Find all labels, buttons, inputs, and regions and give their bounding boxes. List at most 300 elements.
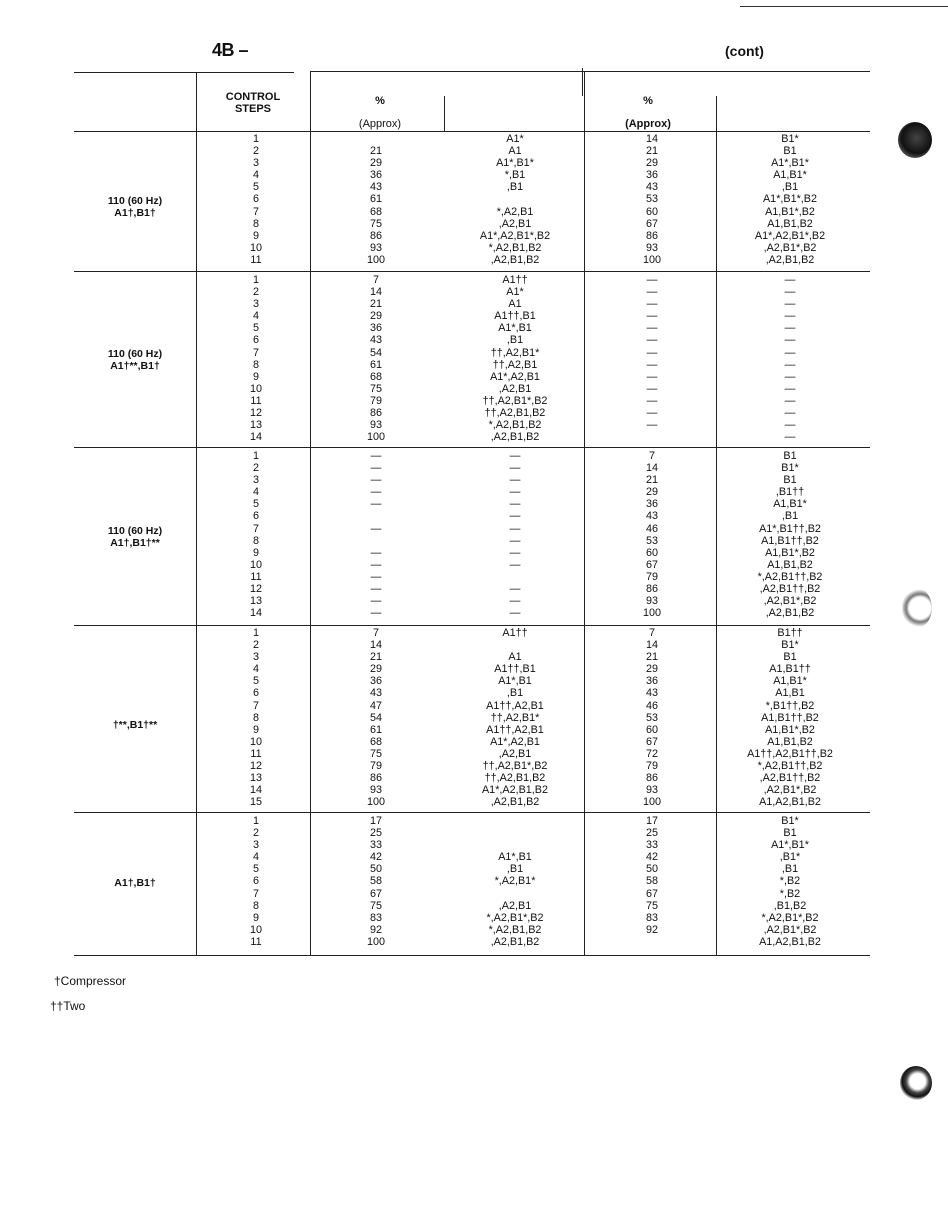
table-cell: *,A2,B1*,B2 (761, 911, 819, 924)
table-cell: 46 (645, 522, 658, 535)
table-cell: ,B1 (781, 863, 799, 876)
table-cell: A1*,A2,B1*,B2 (479, 229, 551, 242)
table-cell: 1 (252, 450, 259, 462)
table-cell: 4 (252, 851, 259, 864)
table-cell: 8 (252, 534, 259, 547)
table-cell: ,A2,B1 (498, 382, 532, 395)
table-cell: 67 (645, 558, 658, 571)
col-divider-4 (716, 96, 717, 956)
load-column-a (446, 133, 584, 266)
table-cell: 2 (252, 462, 259, 475)
table-cell: 10 (249, 382, 262, 395)
table-cell: 15 (249, 796, 262, 809)
table-cell: 68 (369, 205, 382, 218)
table-cell: B1 (783, 651, 797, 664)
table-cell (336, 535, 416, 547)
table-cell: 33 (645, 839, 658, 852)
table-cell: 6 (252, 687, 259, 700)
table-cell: 11 (250, 935, 262, 948)
table-cell: — (370, 486, 382, 499)
table-cell: *,A2,B1,B2 (488, 923, 542, 936)
table-cell: A1*,B1*,B2 (762, 193, 818, 206)
table-cell: 100 (366, 253, 385, 266)
table-cell: — (784, 382, 796, 395)
table-cell: 2 (252, 827, 259, 840)
table-cell: — (784, 346, 796, 359)
load-column-a (446, 274, 584, 443)
table-cell: — (784, 370, 796, 383)
table-cell: 21 (645, 651, 658, 664)
table-cell: 4 (252, 310, 259, 323)
percent-header-a: % (375, 95, 385, 107)
table-cell: — (646, 358, 658, 371)
table-cell: — (784, 310, 796, 323)
punch-hole-shadow (900, 1066, 932, 1100)
table-cell: 6 (252, 875, 259, 888)
table-cell: 86 (645, 229, 658, 242)
table-cell: 7 (252, 522, 259, 535)
table-cell: 2 (252, 639, 259, 652)
table-cell: 68 (369, 735, 382, 748)
table-cell: ,A2,B1,B2 (490, 431, 540, 444)
steps-column (216, 450, 296, 619)
table-cell: 3 (252, 839, 259, 852)
table-cell: 14 (369, 639, 382, 652)
table-cell: — (370, 607, 382, 620)
table-cell: 54 (369, 711, 382, 724)
table-cell: 2 (252, 286, 259, 299)
table-cell: A1††,B1 (494, 310, 536, 323)
table-cell: A1,B1††,B2 (761, 534, 819, 547)
table-cell: — (646, 286, 658, 299)
table-cell: B1†† (777, 627, 803, 639)
table-cell: 43 (645, 687, 658, 700)
table-cell: 86 (645, 583, 658, 596)
table-cell: 53 (645, 534, 658, 547)
table-cell: — (370, 474, 382, 487)
table-cell (446, 639, 584, 651)
table-cell: 25 (645, 827, 658, 840)
table-cell: A1*,A2,B1,B2 (481, 784, 549, 797)
table-cell: — (370, 595, 382, 608)
table-cell: — (509, 583, 521, 596)
table-cell: — (509, 534, 521, 547)
table-cell: 75 (369, 747, 382, 760)
table-cell: A1* (506, 133, 524, 145)
table-cell: ,A2,B1*,B2 (763, 241, 817, 254)
table-cell: 33 (369, 839, 382, 852)
table-cell: A1††,B1 (494, 663, 536, 676)
table-cell: — (646, 407, 658, 420)
table-cell: A1*,B1 (498, 675, 532, 688)
table-cell: 5 (252, 675, 259, 688)
table-cell: A1,B1,B2 (767, 735, 813, 748)
table-cell: 67 (645, 887, 658, 900)
table-cell: 83 (369, 911, 382, 924)
table-cell: A1†† (502, 627, 528, 639)
table-cell: 92 (369, 923, 382, 936)
table-cell: 43 (369, 334, 382, 347)
table-cell: 9 (252, 723, 259, 736)
percent-column-b (612, 450, 692, 619)
table-cell: — (370, 522, 382, 535)
table-cell: — (646, 394, 658, 407)
table-cell: 12 (249, 583, 262, 596)
col-divider-3 (584, 72, 585, 956)
table-cell: 3 (252, 157, 259, 170)
table-cell: ,A2,B1,B2 (490, 253, 540, 266)
table-cell: 5 (252, 181, 259, 194)
table-cell: 43 (645, 510, 658, 523)
table-cell: *,B1††,B2 (765, 699, 815, 712)
percent-column-b (612, 815, 692, 948)
table-cell: 1 (252, 274, 259, 286)
table-cell: 10 (249, 923, 262, 936)
table-cell: B1 (783, 474, 797, 487)
table-cell: 29 (369, 157, 382, 170)
load-column-a (446, 627, 584, 808)
table-cell: A1*,A2,B1 (490, 735, 540, 748)
table-cell: A1,B1*,B2 (765, 546, 815, 559)
table-cell: — (784, 322, 796, 335)
approx-header-b: (Approx) (625, 118, 671, 130)
footnote-two: ††Two (50, 999, 86, 1013)
control-steps-header: CONTROL STEPS (225, 91, 281, 115)
table-cell: 17 (369, 815, 382, 827)
table-cell: 67 (369, 887, 382, 900)
table-cell: ††,A2,B1,B2 (484, 407, 546, 420)
approx-header-a: (Approx) (358, 118, 402, 130)
steps-column (216, 133, 296, 266)
group-separator (74, 271, 870, 272)
group-label: 110 (60 Hz) A1†**,B1† (107, 348, 163, 372)
table-cell: 100 (642, 253, 661, 266)
table-cell: *,A2,B1,B2 (488, 241, 542, 254)
table-cell: A1*,B1††,B2 (759, 522, 821, 535)
table-cell: B1* (781, 815, 799, 827)
table-cell: 60 (645, 205, 658, 218)
table-cell: A1*,B1 (498, 322, 532, 335)
table-cell: 21 (645, 474, 658, 487)
table-cell: 36 (645, 169, 658, 182)
table-cell: 4 (252, 169, 259, 182)
table-cell: 6 (252, 193, 259, 206)
table-cell: 3 (252, 298, 259, 311)
table-cell: 12 (249, 760, 262, 773)
table-cell: ,A2,B1 (498, 217, 532, 230)
table-cell: *,B1 (504, 169, 526, 182)
steps-column (216, 815, 296, 948)
table-cell: — (646, 274, 658, 286)
table-cell (446, 888, 584, 900)
table-cell: A1 (508, 651, 522, 664)
header-rule-right (310, 71, 870, 72)
table-cell: *,A2,B1* (494, 875, 536, 888)
table-cell: 7 (252, 699, 259, 712)
table-cell: 42 (645, 851, 658, 864)
header-tick (582, 68, 583, 96)
table-cell: ,B1 (506, 687, 524, 700)
table-cell: 8 (252, 711, 259, 724)
percent-column-a (336, 133, 416, 266)
load-column-b (720, 274, 860, 443)
table-cell: — (509, 486, 521, 499)
table-cell: ††,A2,B1*,B2 (482, 394, 548, 407)
table-cell: 8 (252, 358, 259, 371)
table-cell: 47 (369, 699, 382, 712)
table-cell: 14 (249, 784, 262, 797)
table-cell: — (509, 607, 521, 620)
table-cell (612, 431, 692, 443)
table-cell: — (784, 358, 796, 371)
table-cell: B1 (783, 145, 797, 158)
table-cell: 7 (372, 627, 379, 639)
table-cell: 100 (366, 431, 385, 444)
table-cell: — (370, 450, 382, 462)
table-cell (336, 510, 416, 522)
table-cell: — (646, 382, 658, 395)
table-cell: 11 (250, 394, 262, 407)
table-cell (612, 936, 692, 948)
table-cell: 2 (252, 145, 259, 158)
table-cell: 75 (369, 217, 382, 230)
table-cell: — (784, 334, 796, 347)
table-cell: — (370, 498, 382, 511)
table-cell: — (646, 322, 658, 335)
table-cell: 1 (252, 133, 259, 145)
table-cell: ,A2,B1,B2 (490, 935, 540, 948)
table-cell: — (784, 298, 796, 311)
table-cell: 5 (252, 863, 259, 876)
table-cell: 54 (369, 346, 382, 359)
table-cell: 75 (369, 382, 382, 395)
table-cell: 58 (369, 875, 382, 888)
header-bottom-rule (74, 131, 870, 132)
table-cell (446, 193, 584, 205)
table-cell: 7 (648, 450, 655, 462)
table-cell: 86 (369, 229, 382, 242)
table-title-continued: (cont) (725, 43, 764, 59)
table-cell: 21 (369, 298, 382, 311)
table-cell: 93 (369, 241, 382, 254)
table-cell: — (784, 407, 796, 420)
table-cell: ,A2,B1 (498, 899, 532, 912)
table-cell: 4 (252, 663, 259, 676)
group-label: †**,B1†** (112, 719, 158, 731)
group-label: 110 (60 Hz) A1†,B1† (107, 195, 163, 219)
table-cell: 21 (369, 145, 382, 158)
table-cell: 11 (250, 570, 262, 583)
table-cell: 25 (369, 827, 382, 840)
percent-column-a (336, 450, 416, 619)
percent-column-a (336, 274, 416, 443)
table-cell: 93 (645, 595, 658, 608)
percent-column-b (612, 133, 692, 266)
table-cell: — (646, 419, 658, 432)
table-cell: 21 (645, 145, 658, 158)
table-cell: 6 (252, 510, 259, 523)
table-cell: 43 (369, 687, 382, 700)
table-cell: — (509, 462, 521, 475)
table-cell: ††,A2,B1,B2 (484, 772, 546, 785)
table-cell: — (509, 498, 521, 511)
table-cell: A1,B1* (773, 675, 807, 688)
table-cell: A1††,A2,B1 (486, 699, 544, 712)
table-cell: — (370, 558, 382, 571)
table-cell: 67 (645, 735, 658, 748)
table-cell: ,B1 (506, 863, 524, 876)
table-cell: A1,B1,B2 (767, 558, 813, 571)
table-cell: A1,B1 (775, 687, 805, 700)
table-cell: — (784, 274, 796, 286)
table-cell: 8 (252, 899, 259, 912)
table-cell: — (646, 310, 658, 323)
table-cell: 43 (369, 181, 382, 194)
table-cell: 93 (645, 784, 658, 797)
table-cell: ,A2,B1,B2 (490, 796, 540, 809)
table-cell: 10 (249, 735, 262, 748)
table-cell: A1†† (502, 274, 528, 286)
table-cell: A1* (506, 286, 524, 299)
table-cell: 86 (369, 407, 382, 420)
table-cell: — (646, 298, 658, 311)
table-cell: 14 (645, 639, 658, 652)
table-cell: 3 (252, 651, 259, 664)
table-cell (446, 571, 584, 583)
table-cell: *,A2,B1,B2 (488, 419, 542, 432)
table-cell: 12 (249, 407, 262, 420)
table-cell: ††,A2,B1 (492, 358, 538, 371)
table-cell: 79 (645, 760, 658, 773)
table-cell: ,B1 (781, 510, 799, 523)
header-rule-left (74, 72, 294, 73)
group-label: 110 (60 Hz) A1†,B1†** (107, 525, 163, 549)
table-cell: B1* (781, 462, 799, 475)
table-cell: B1 (783, 827, 797, 840)
table-cell: ,B1†† (775, 486, 805, 499)
table-cell: 17 (645, 815, 658, 827)
table-cell: 29 (645, 157, 658, 170)
table-cell: — (509, 510, 521, 523)
table-cell: 50 (645, 863, 658, 876)
top-rule (740, 6, 948, 7)
table-cell: ,A2,B1,B2 (765, 253, 815, 266)
table-cell: 10 (249, 558, 262, 571)
table-cell: — (370, 546, 382, 559)
table-cell (446, 839, 584, 851)
table-cell: 100 (642, 607, 661, 620)
percent-column-a (336, 815, 416, 948)
group-label: A1†,B1† (114, 877, 156, 889)
table-cell: 36 (645, 675, 658, 688)
table-cell: 58 (645, 875, 658, 888)
table-cell: 61 (369, 193, 382, 206)
table-cell: 86 (369, 772, 382, 785)
table-cell: *,A2,B1††,B2 (757, 570, 823, 583)
table-cell: 86 (645, 772, 658, 785)
table-cell: 60 (645, 723, 658, 736)
table-cell: — (784, 286, 796, 299)
table-cell: 6 (252, 334, 259, 347)
table-cell: B1* (781, 639, 799, 652)
punch-hole-shadow (898, 122, 932, 158)
table-cell: — (646, 346, 658, 359)
table-cell: A1 (508, 298, 522, 311)
table-cell: — (509, 474, 521, 487)
table-cell: 11 (250, 253, 262, 266)
load-column-b (720, 450, 860, 619)
table-cell: 72 (645, 747, 658, 760)
table-cell: 29 (645, 486, 658, 499)
table-cell: 7 (648, 627, 655, 639)
table-cell: 67 (645, 217, 658, 230)
table-cell: A1,B1,B2 (767, 217, 813, 230)
load-column-b (720, 627, 860, 808)
table-cell: 79 (369, 760, 382, 773)
table-cell: A1*,A2,B1*,B2 (754, 229, 826, 242)
table-cell: *,B2 (779, 875, 801, 888)
load-column-a (446, 815, 584, 948)
table-cell: A1*,B1 (498, 851, 532, 864)
table-cell: 100 (642, 796, 661, 809)
table-cell: 36 (369, 322, 382, 335)
table-cell: 53 (645, 711, 658, 724)
table-cell: 14 (369, 286, 382, 299)
table-cell: — (784, 394, 796, 407)
percent-column-a (336, 627, 416, 808)
group-separator (74, 625, 870, 626)
table-cell: 60 (645, 546, 658, 559)
table-cell: 5 (252, 322, 259, 335)
table-cell: — (784, 431, 796, 444)
load-column-b (720, 815, 860, 948)
table-cell: A1,B1* (773, 169, 807, 182)
table-cell: A1,A2,B1,B2 (759, 935, 821, 948)
col-divider-2 (310, 72, 311, 956)
table-cell: 29 (645, 663, 658, 676)
table-cell: ,A2,B1*,B2 (763, 923, 817, 936)
col-divider-1 (196, 72, 197, 956)
table-cell: — (509, 450, 521, 462)
table-cell: — (370, 583, 382, 596)
table-cell: 100 (366, 796, 385, 809)
table-cell: ††,A2,B1*,B2 (482, 760, 548, 773)
table-cell: A1,A2,B1,B2 (759, 796, 821, 809)
table-cell: — (646, 334, 658, 347)
table-cell: ††,A2,B1* (490, 711, 540, 724)
table-cell: A1*,B1* (771, 839, 809, 852)
table-cell: — (509, 522, 521, 535)
table-cell: 8 (252, 217, 259, 230)
table-cell: 53 (645, 193, 658, 206)
table-cell: *,A2,B1††,B2 (757, 760, 823, 773)
table-cell: 4 (252, 486, 259, 499)
table-cell: B1* (781, 133, 799, 145)
table-cell: 1 (252, 815, 259, 827)
table-cell: ,A2,B1 (498, 747, 532, 760)
table-cell: 9 (252, 911, 259, 924)
table-cell: 36 (369, 169, 382, 182)
table-cell: A1,B1††,B2 (761, 711, 819, 724)
table-cell: — (509, 546, 521, 559)
table-cell: *,A2,B1 (496, 205, 534, 218)
table-cell: 100 (366, 935, 385, 948)
load-column-a (446, 450, 584, 619)
table-cell: ,A2,B1††,B2 (759, 583, 821, 596)
table-cell: ††,A2,B1* (490, 346, 540, 359)
table-cell: A1††,A2,B1††,B2 (747, 747, 833, 760)
table-cell: ,A2,B1††,B2 (759, 772, 821, 785)
